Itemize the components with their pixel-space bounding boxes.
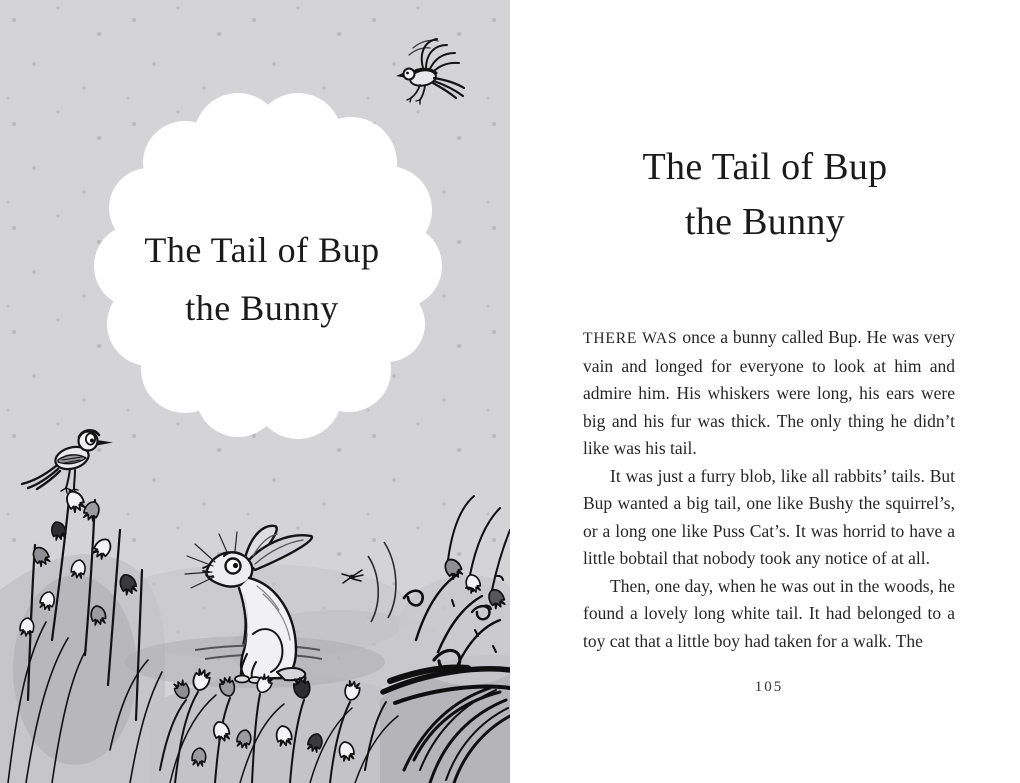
- opening-phrase: THERE WAS: [583, 330, 678, 347]
- paragraph-3: Then, one day, when he was out in the woods, he found a lovely long white tail. It had belonged to a toy cat that a little boy had taken for a walk. The: [583, 575, 955, 651]
- chapter-title-line2: the Bunny: [685, 201, 845, 243]
- paragraph-2: It was just a furry blob, like all rabbits’ tails. But Bup wanted a big tail, one like Bushy the squirrel’s, or a long one like Puss Cat’s. It was horrid to have a little bobtail that nobody took any notice of at all.: [583, 465, 955, 568]
- cloud-title-line2: the Bunny: [185, 288, 339, 328]
- paragraph-1: [583, 324, 955, 463]
- right-page-text: [510, 0, 1020, 783]
- chapter-title-line1: The Tail of Bup: [642, 146, 888, 188]
- cloud-title-line1: The Tail of Bup: [144, 230, 380, 270]
- paragraph-1-text: once a bunny called Bup. He was very vain and longed for everyone to look at him and admire him. His whiskers were long, his ears were big and his fur was thick. The only thing he didn’t like was his tail.: [583, 327, 955, 458]
- page-number: 105: [754, 679, 784, 695]
- chapter-title: [510, 0, 1020, 250]
- story-text: [583, 324, 955, 655]
